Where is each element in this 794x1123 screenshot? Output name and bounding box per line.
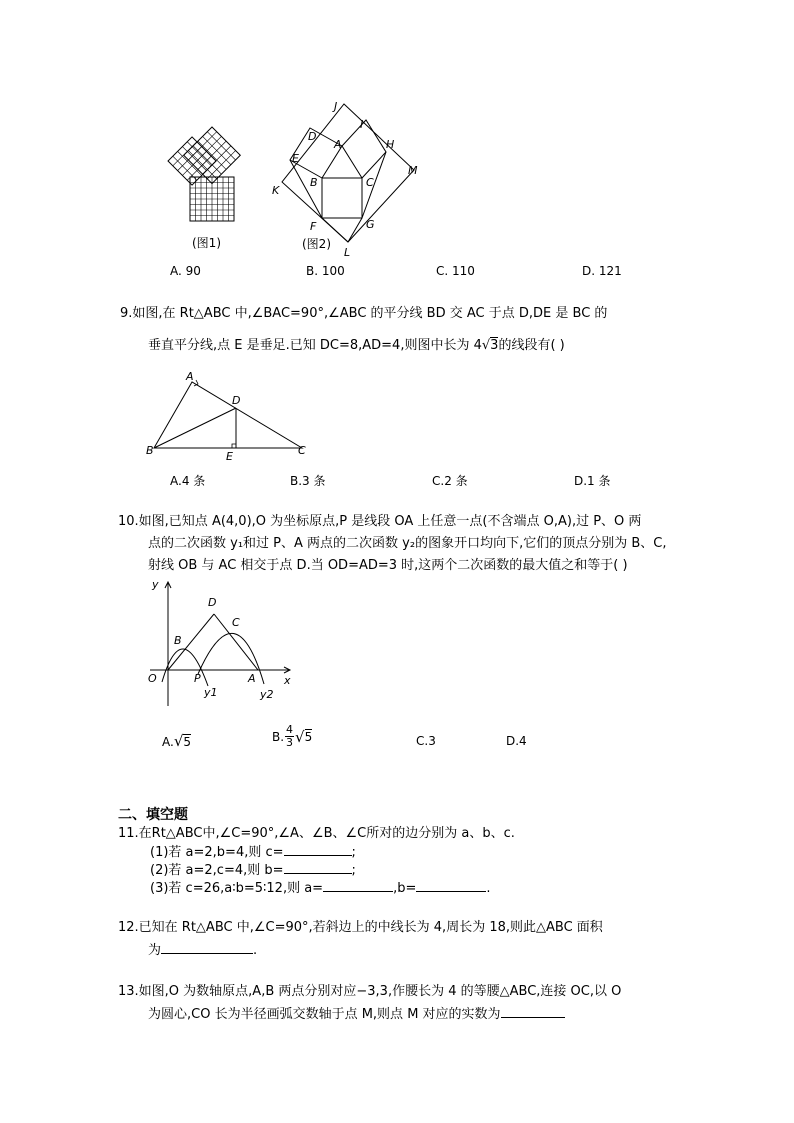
q8-option-a: A. 90 — [170, 264, 201, 278]
q8-fig1-caption: (图1) — [192, 236, 221, 250]
q11-part3-blank-a[interactable] — [323, 878, 393, 892]
q9-option-b: B.3 条 — [290, 474, 326, 488]
q10-option-b-fraction — [285, 724, 294, 749]
q8-fig2-label-D: D — [308, 130, 317, 143]
q9-option-a: A.4 条 — [170, 474, 206, 488]
q8-fig2-label-H: H — [386, 138, 395, 151]
q10-option-d: D.4 — [506, 734, 527, 748]
q8-figure-2 — [268, 98, 428, 258]
q12-stem-line1: 12.已知在 Rt△ABC 中,∠C=90°,若斜边上的中线长为 4,周长为 18,则此△ABC 面积 — [118, 920, 603, 935]
sqrt-icon: √ — [173, 732, 184, 750]
q12-stem-line2 — [148, 940, 257, 961]
q9-stem-line2 — [148, 336, 565, 356]
q9-label-B: B — [146, 444, 154, 457]
q11-part3-blank-b[interactable] — [416, 878, 486, 892]
q10-label-y2: y2 — [260, 688, 274, 701]
q10-option-a-prefix: A. — [162, 735, 174, 749]
q9-stem-line2-a: 垂直平分线,点 E 是垂足.已知 DC=8,AD=4,则图中长为 4 — [148, 338, 482, 353]
q11-part1-text: (1)若 a=2,b=4,则 c= — [150, 845, 284, 860]
q8-fig2-label-I: I — [360, 118, 364, 131]
q10-option-a-radicand: 5 — [183, 735, 192, 749]
q11-part2-end: ; — [351, 863, 356, 878]
q13-blank[interactable] — [501, 1004, 565, 1018]
q10-figure — [140, 574, 300, 714]
q9-label-E: E — [226, 450, 233, 462]
q11-part3-mid: ,b= — [393, 881, 417, 896]
q10-label-y1: y1 — [204, 686, 218, 699]
q9-stem-line2-b: 的线段有( ) — [498, 338, 565, 353]
section-title-fill-in: 二、填空题 — [118, 807, 188, 823]
q8-fig2-label-L: L — [344, 246, 351, 258]
q11-part2-text: (2)若 a=2,c=4,则 b= — [150, 863, 284, 878]
q9-option-d: D.1 条 — [574, 474, 611, 488]
q10-label-O: O — [148, 672, 157, 685]
q10-stem-line2: 点的二次函数 y₁和过 P、A 两点的二次函数 y₂的图象开口均向下,它们的顶点分别为 B、C, — [148, 536, 667, 551]
q11-part3-end: . — [486, 881, 491, 896]
q9-label-C: C — [298, 444, 306, 457]
q12-line2-text: 为 — [148, 943, 162, 958]
q11-part3-text: (3)若 c=26,a∶b=5∶12,则 a= — [150, 881, 324, 896]
q10-label-P: P — [194, 672, 201, 685]
q11-part3 — [150, 878, 491, 899]
q8-fig1-left-grid — [168, 137, 216, 185]
q8-fig2-label-C: C — [366, 176, 374, 189]
q8-fig2-label-A: A — [334, 138, 342, 151]
q12-blank[interactable] — [161, 940, 253, 954]
q13-stem-line1: 13.如图,O 为数轴原点,A,B 两点分别对应−3,3,作腰长为 4 的等腰△ABC,连接 OC,以 O — [118, 984, 622, 999]
q10-label-C: C — [232, 616, 240, 629]
q9-label-D: D — [232, 394, 241, 407]
q11-part2-blank[interactable] — [284, 860, 352, 874]
q10-label-B: B — [174, 634, 182, 647]
q12-line2-end: . — [253, 943, 258, 958]
q8-fig2-caption: (图2) — [302, 237, 331, 251]
q8-fig2-label-J: J — [334, 100, 338, 113]
q8-option-d: D. 121 — [582, 264, 622, 278]
q9-sqrt-radicand: 3 — [490, 338, 499, 353]
q10-option-a — [162, 732, 191, 750]
q10-label-y-axis: y — [152, 578, 159, 591]
q8-figure-1 — [160, 125, 260, 255]
q9-figure — [144, 370, 314, 462]
q10-label-A: A — [248, 672, 256, 685]
q11-part1-blank[interactable] — [284, 842, 352, 856]
q10-option-b — [272, 724, 312, 749]
q10-label-D: D — [208, 596, 217, 609]
q10-label-x-axis: x — [284, 674, 291, 687]
q11-part1-end: ; — [351, 845, 356, 860]
q10-stem-line3: 射线 OB 与 AC 相交于点 D.当 OD=AD=3 时,这两个二次函数的最大值之和等于( ) — [148, 558, 628, 573]
q9-stem-line1: 9.如图,在 Rt△ABC 中,∠BAC=90°,∠ABC 的平分线 BD 交 AC 于点 D,DE 是 BC 的 — [120, 306, 608, 321]
q8-fig2-label-B: B — [310, 176, 318, 189]
q9-label-A: A — [186, 370, 194, 383]
q8-option-c: C. 110 — [436, 264, 475, 278]
q10-option-b-radicand: 5 — [304, 730, 313, 744]
q8-fig2-label-G: G — [366, 218, 375, 231]
q10-option-b-numerator: 4 — [286, 723, 294, 736]
q8-fig2-label-M: M — [408, 164, 418, 177]
sqrt-icon: √ — [481, 338, 491, 353]
q8-fig2-label-F: F — [310, 220, 317, 233]
q13-stem-line2 — [148, 1004, 565, 1025]
q8-fig2-label-E: E — [292, 152, 299, 165]
q8-option-b: B. 100 — [306, 264, 345, 278]
q13-line2-text: 为圆心,CO 长为半径画弧交数轴于点 M,则点 M 对应的实数为 — [148, 1007, 501, 1022]
q8-fig1-bottom-grid — [190, 177, 234, 221]
q10-option-b-denominator: 3 — [286, 736, 294, 749]
sqrt-icon: √ — [295, 727, 305, 746]
q10-stem-line1: 10.如图,已知点 A(4,0),O 为坐标原点,P 是线段 OA 上任意一点(不含端点 O,A),过 P、O 两 — [118, 514, 642, 529]
q11-stem: 11.在Rt△ABC中,∠C=90°,∠A、∠B、∠C所对的边分别为 a、b、c. — [118, 826, 515, 841]
q8-fig2-label-K: K — [272, 184, 280, 197]
q10-option-b-prefix: B. — [272, 729, 285, 744]
q10-option-c: C.3 — [416, 734, 436, 748]
q9-option-c: C.2 条 — [432, 474, 468, 488]
